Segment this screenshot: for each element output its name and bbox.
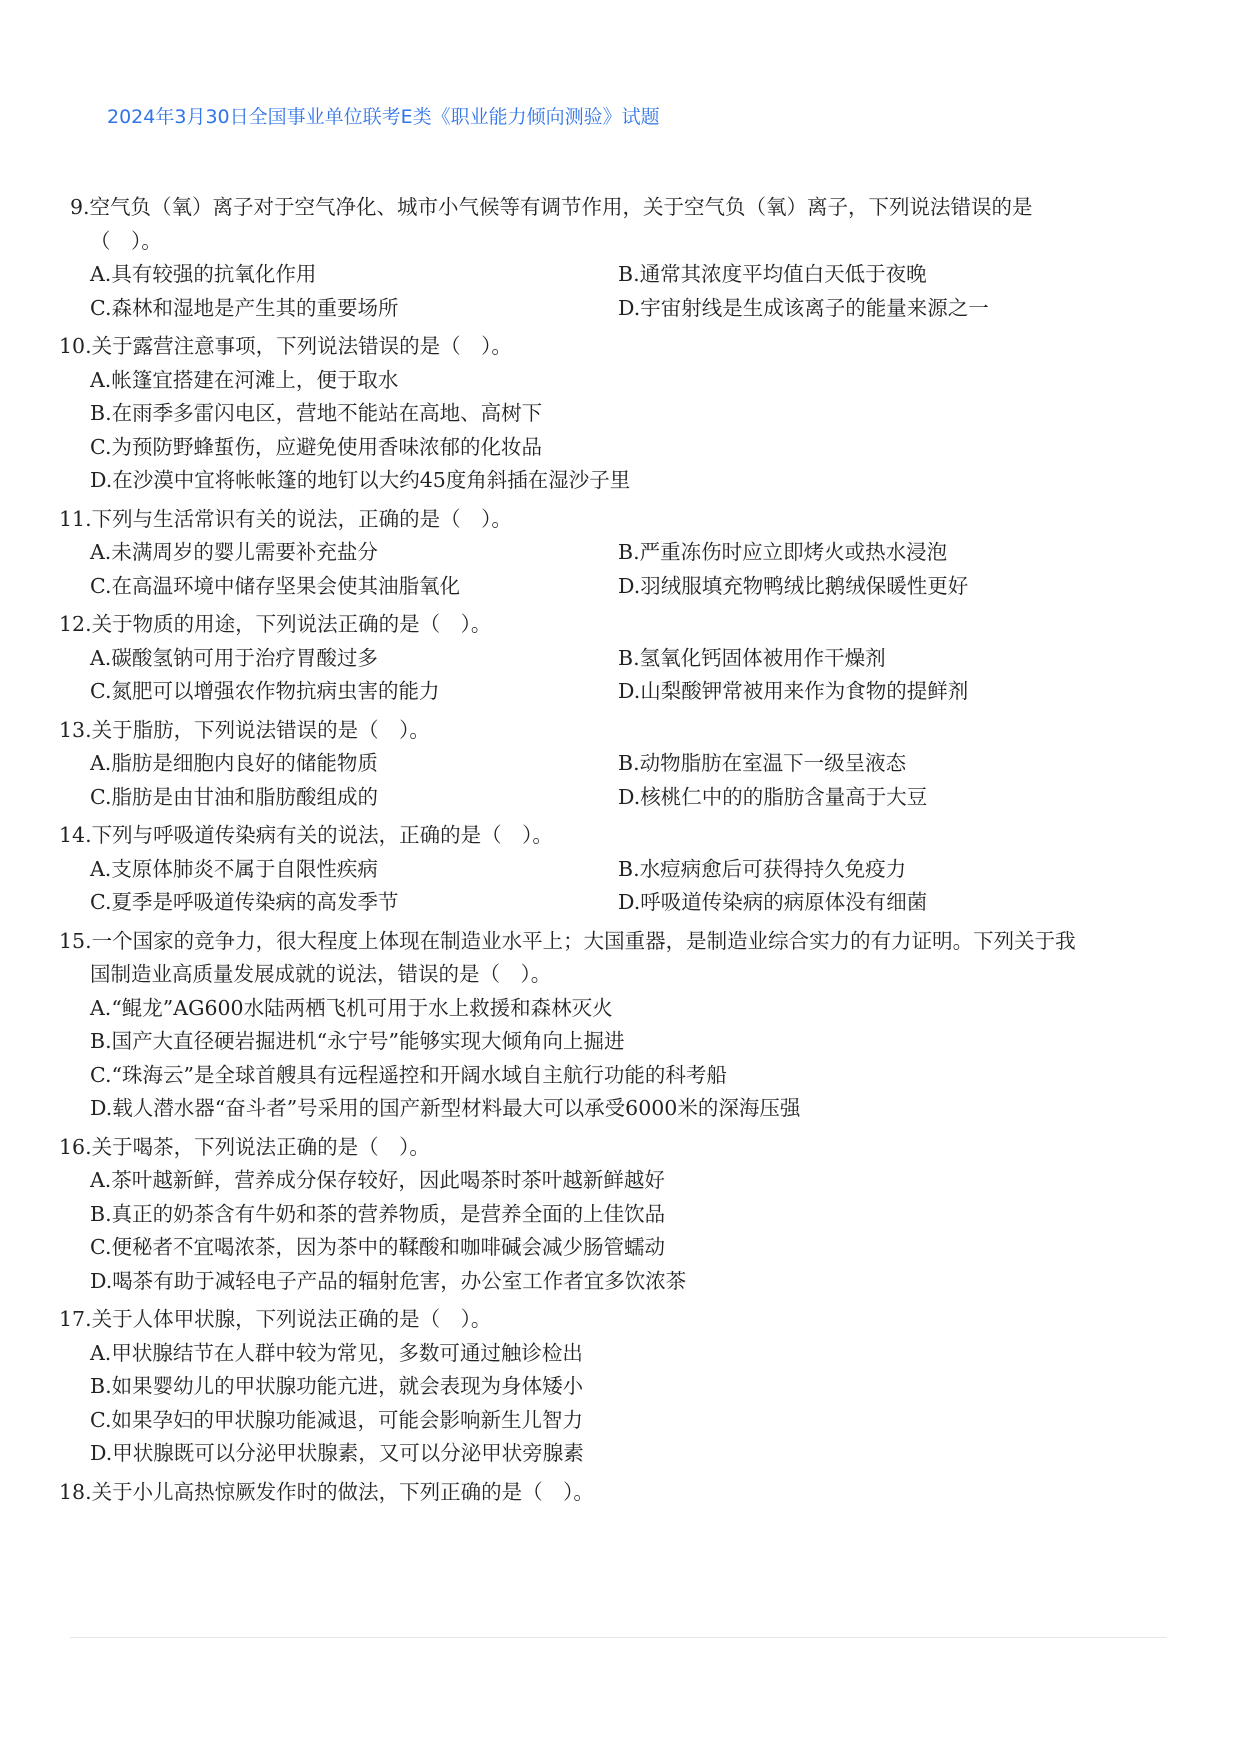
answer-option: A.帐篷宜搭建在河滩上，便于取水: [90, 367, 399, 392]
option-list: [0, 536, 1240, 603]
answer-option: B.通常其浓度平均值白天低于夜晚: [618, 262, 927, 286]
answer-option: A.茶叶越新鲜，营养成分保存较好，因此喝茶时茶叶越新鲜越好: [90, 1168, 665, 1192]
answer-option: D.呼吸道传染病的病原体没有细菌: [618, 890, 928, 914]
answer-option: D.甲状腺既可以分泌甲状腺素，又可以分泌甲状旁腺素: [90, 1441, 584, 1465]
answer-option: A.碳酸氢钠可用于治疗胃酸过多: [90, 645, 378, 670]
answer-option: C.夏季是呼吸道传染病的高发季节: [90, 890, 399, 914]
answer-option: A.具有较强的抗氧化作用: [90, 262, 317, 286]
question-stem: 13.关于脂肪，下列说法错误的是（ ）。: [59, 717, 430, 742]
answer-option: C.在高温环境中储存坚果会使其油脂氧化: [90, 573, 460, 598]
question-item: [0, 1476, 1240, 1510]
answer-option: C.森林和湿地是产生其的重要场所: [90, 295, 399, 320]
question-stem: 12.关于物质的用途，下列说法正确的是（ ）。: [59, 612, 492, 636]
option-list: [0, 1337, 1240, 1471]
question-item: [0, 608, 1240, 709]
answer-option: A.甲状腺结节在人群中较为常见，多数可通过触诊检出: [90, 1340, 583, 1365]
answer-option: D.喝茶有助于减轻电子产品的辐射危害，办公室工作者宜多饮浓茶: [90, 1268, 687, 1293]
option-list: [0, 747, 1240, 814]
answer-option: D.核桃仁中的的脂肪含量高于大豆: [618, 784, 928, 809]
question-stem: 18.关于小儿高热惊厥发作时的做法，下列正确的是（ ）。: [59, 1479, 594, 1504]
answer-option: A.支原体肺炎不属于自限性疾病: [90, 856, 378, 881]
question-item: [0, 1131, 1240, 1299]
question-item: [0, 1303, 1240, 1471]
answer-option: C.为预防野蜂蜇伤，应避免使用香味浓郁的化妆品: [90, 434, 542, 459]
answer-option: D.在沙漠中宜将帐帐篷的地钉以大约45度角斜插在湿沙子里: [90, 468, 631, 492]
option-list: [0, 364, 1240, 498]
answer-option: C.便秘者不宜喝浓茶，因为茶中的鞣酸和咖啡碱会减少肠管蠕动: [90, 1235, 665, 1259]
answer-option: D.宇宙射线是生成该离子的能量来源之一: [618, 295, 989, 320]
question-stem: 15.一个国家的竞争力，很大程度上体现在制造业水平上；大国重器，是制造业综合实力的有力证明。下列关于我: [59, 928, 1076, 953]
option-list: [0, 1164, 1240, 1298]
question-stem: 17.关于人体甲状腺，下列说法正确的是（ ）。: [59, 1307, 492, 1331]
answer-option: B.国产大直径硬岩掘进机“永宁号”能够实现大倾角向上掘进: [90, 1029, 625, 1053]
question-stem: 16.关于喝茶，下列说法正确的是（ ）。: [59, 1134, 430, 1159]
question-item: [0, 191, 1240, 325]
document-title: 2024年3月30日全国事业单位联考E类《职业能力倾向测验》试题: [107, 106, 660, 128]
answer-option: C.脂肪是由甘油和脂肪酸组成的: [90, 784, 378, 809]
answer-option: D.山梨酸钾常被用来作为食物的提鲜剂: [618, 679, 969, 703]
answer-option: B.在雨季多雷闪电区，营地不能站在高地、高树下: [90, 401, 543, 425]
answer-option: B.水痘病愈后可获得持久免疫力: [618, 856, 907, 881]
answer-option: B.严重冻伤时应立即烤火或热水浸泡: [618, 540, 948, 564]
answer-option: A.脂肪是细胞内良好的储能物质: [90, 751, 378, 775]
question-stem: 14.下列与呼吸道传染病有关的说法，正确的是（ ）。: [59, 823, 553, 847]
question-item: [0, 503, 1240, 604]
question-item: [0, 925, 1240, 1126]
page-divider: [70, 1637, 1167, 1638]
option-list: [0, 853, 1240, 920]
answer-option: C.氮肥可以增强农作物抗病虫害的能力: [90, 679, 440, 703]
answer-option: C.“珠海云”是全球首艘具有远程遥控和开阔水域自主航行功能的科考船: [90, 1062, 727, 1087]
answer-option: A.“鲲龙”AG600水陆两栖飞机可用于水上救援和森林灭火: [90, 995, 613, 1020]
answer-option: C.如果孕妇的甲状腺功能减退，可能会影响新生儿智力: [90, 1407, 583, 1432]
option-list: [0, 992, 1240, 1126]
question-item: [0, 330, 1240, 498]
answer-option: B.真正的奶茶含有牛奶和茶的营养物质，是营养全面的上佳饮品: [90, 1201, 666, 1226]
question-item: [0, 714, 1240, 815]
question-item: [0, 819, 1240, 920]
question-list: [0, 186, 1240, 1509]
question-stem-continued: 国制造业高质量发展成就的说法，错误的是（ ）。: [90, 962, 552, 986]
answer-option: D.载人潜水器“奋斗者”号采用的国产新型材料最大可以承受6000米的深海压强: [90, 1096, 801, 1120]
option-list: [0, 258, 1240, 325]
option-list: [0, 642, 1240, 709]
question-stem: 10.关于露营注意事项，下列说法错误的是（ ）。: [59, 334, 512, 358]
answer-option: B.氢氧化钙固体被用作干燥剂: [618, 645, 886, 670]
answer-option: D.羽绒服填充物鸭绒比鹅绒保暖性更好: [618, 573, 969, 598]
question-stem: 11.下列与生活常识有关的说法，正确的是（ ）。: [59, 506, 512, 531]
answer-option: B.如果婴幼儿的甲状腺功能亢进，就会表现为身体矮小: [90, 1374, 584, 1398]
answer-option: A.未满周岁的婴儿需要补充盐分: [90, 540, 378, 564]
question-stem: 9.空气负（氧）离子对于空气净化、城市小气候等有调节作用，关于空气负（氧）离子，下列说法错误的是: [70, 195, 1033, 219]
question-stem-continued: （ ）。: [90, 228, 162, 253]
answer-option: B.动物脂肪在室温下一级呈液态: [618, 751, 907, 775]
